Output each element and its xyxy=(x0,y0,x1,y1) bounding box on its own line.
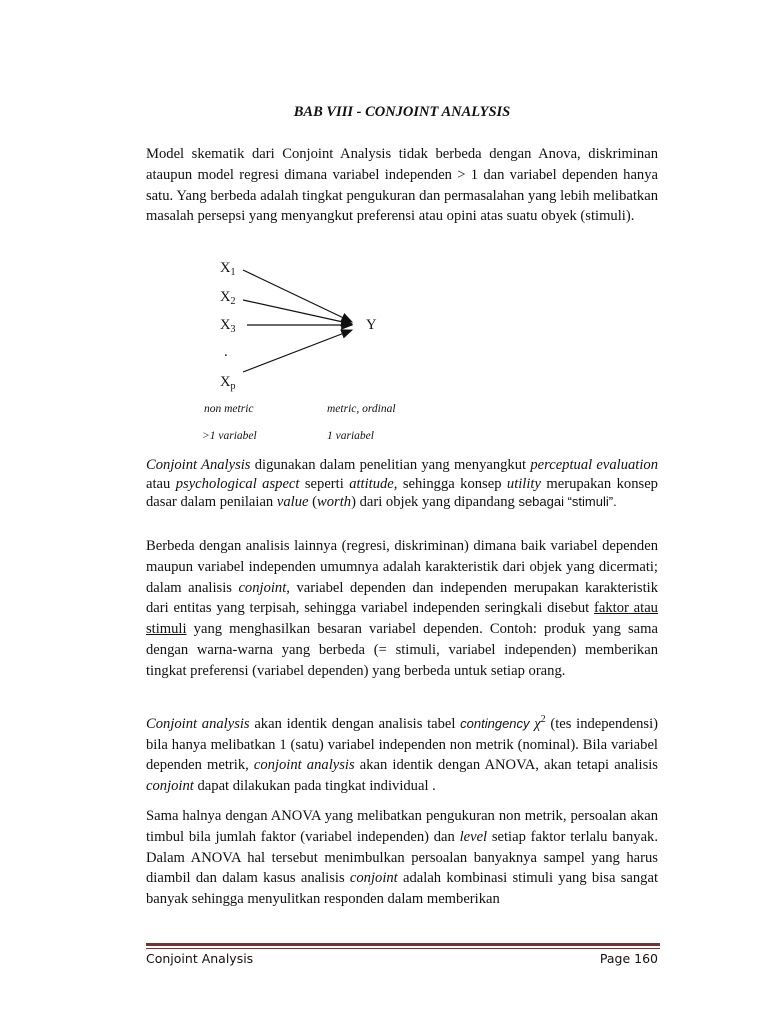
arrows-svg xyxy=(0,252,768,452)
arrow-xp-y xyxy=(243,330,352,372)
arrow-x2-y xyxy=(243,300,352,324)
label-xp: $X_p$ xyxy=(220,374,236,392)
paragraph-conjoint-usage: Conjoint Analysis digunakan dalam penelitian yang menyangkut perceptual evaluation atau psychological aspect seperti attitude, sehingga konsep utility merupakan konsep dasar dalam penilaian value (worth) dari objek yang dipandang sebagai “stimuli”. xyxy=(146,457,658,510)
footer-rule-thin xyxy=(146,948,660,949)
label-y: Y xyxy=(366,317,377,333)
label-x1: $X_1$ xyxy=(220,260,236,278)
schematic-diagram xyxy=(0,252,768,452)
label-x3: $X_3$ xyxy=(220,317,236,335)
paragraph-intro: Model skematik dari Conjoint Analysis tidak berbeda dengan Anova, diskriminan ataupun model regresi dimana variabel independen > 1 dan variabel dependen hanya satu. Yang berbeda adalah tingkat pengukuran dan permasalahan yang lebih melibatkan masalah persepsi yang menyangkut preferensi atau opini atas suatu obyek (stimuli). xyxy=(146,146,658,225)
paragraph-difference: Berbeda dengan analisis lainnya (regresi, diskriminan) dimana baik variabel dependen maupun variabel independen umumnya adalah karakteristik dari objek yang dicermati; dalam analisis conjoint, variabel dependen dan independen merupakan karakteristik dari entitas yang terpisah, sehingga variabel independen seringkali disebut faktor atau stimuli yang menghasilkan besaran variabel dependen. Contoh: produk yang sama dengan warna-warna yang berbeda (= stimuli, variabel independen) memberikan tingkat preferensi (variabel dependen) yang berbeda untuk setiap orang. xyxy=(146,538,659,679)
page-title: BAB VIII - CONJOINT ANALYSIS xyxy=(293,104,511,120)
footer-rule-thick xyxy=(146,943,660,946)
label-independent-count: >1 variabel xyxy=(202,430,257,442)
label-metric-ordinal: metric, ordinal xyxy=(327,403,396,415)
label-x2: $X_2$ xyxy=(220,289,236,307)
footer-title: Conjoint Analysis xyxy=(146,951,254,966)
footer-page-number: Page 160 xyxy=(599,951,658,966)
label-dot: . xyxy=(224,344,228,360)
arrow-x1-y xyxy=(243,270,352,322)
label-non-metric: non metric xyxy=(204,403,254,415)
label-dependent-count: 1 variabel xyxy=(327,430,374,442)
paragraph-anova: Sama halnya dengan ANOVA yang melibatkan pengukuran non metrik, persoalan akan timbul bila jumlah faktor (variabel independen) dan level setiap faktor terlalu banyak. Dalam ANOVA hal tersebut menimbulkan persoalan banyaknya sampel yang harus diambil dan dalam kasus analisis conjoint adalah kombinasi stimuli yang bisa sangat banyak sehingga menyulitkan responden dalam memberikan xyxy=(146,808,658,908)
paragraph-contingency: Conjoint analysis akan identik dengan analisis tabel contingency $\chi^2$ (tes independensi) bila hanya melibatkan 1 (satu) variabel independen non metrik (nominal). Bila variabel dependen metrik, conjoint analysis akan identik dengan ANOVA, akan tetapi analisis conjoint dapat dilakukan pada tingkat individual . xyxy=(146,714,658,795)
